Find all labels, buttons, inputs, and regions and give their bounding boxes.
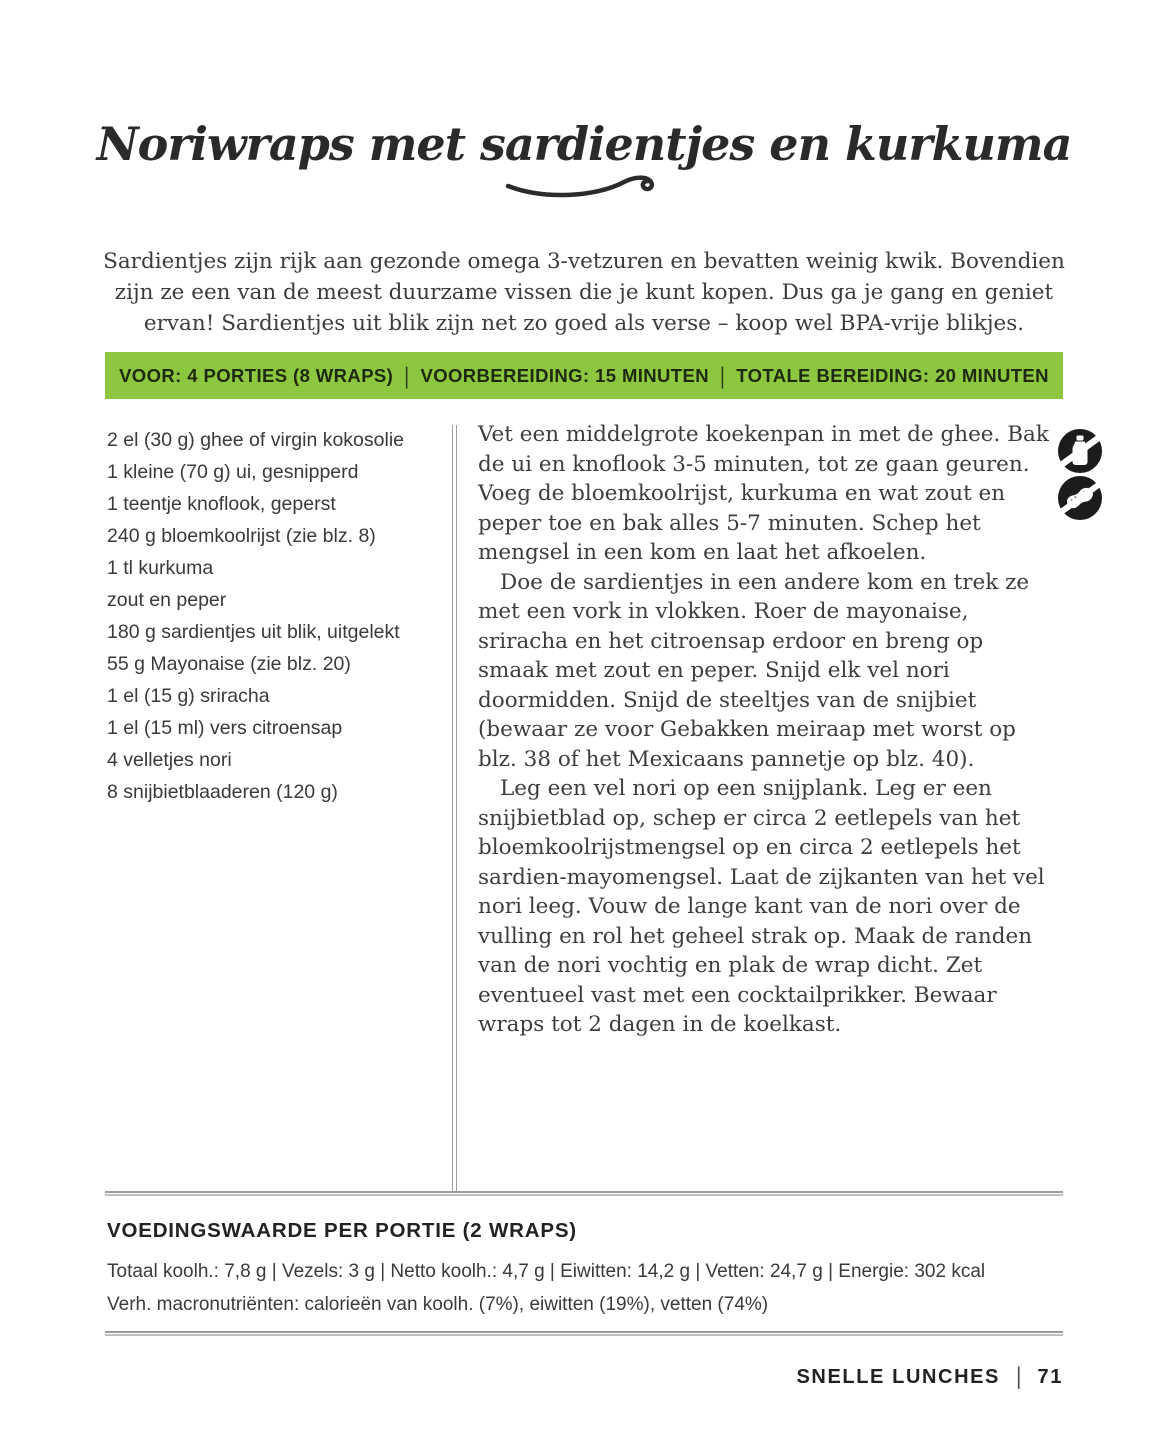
dairy-free-icon (1057, 428, 1103, 474)
banner-separator: | (404, 361, 410, 388)
ingredients-list (107, 424, 442, 808)
nutrition-values: Totaal koolh.: 7,8 g | Vezels: 3 g | Netto koolh.: 4,7 g | Eiwitten: 14,2 g | Vetten: 24,7 g | Energie: 302 kcal (107, 1261, 986, 1282)
ingredient-item: 55 g Mayonaise (zie blz. 20) (107, 653, 351, 675)
ingredient-item: 1 kleine (70 g) ui, gesnipperd (107, 461, 359, 483)
recipe-intro: Sardientjes zijn rijk aan gezonde omega 3-vetzuren en bevatten weinig kwik. Bovendien zijn ze een van de meest duurzame vissen die je kunt kopen. Dus ga je gang en geniet ervan! Sardientjes uit blik zijn net zo goed als verse – koop wel BPA-vrije blikjes. (103, 248, 1065, 336)
instruction-paragraph: Vet een middelgrote koekenpan in met de ghee. Bak de ui en knoflook 3-5 minuten, tot ze gaan geuren. Voeg de bloemkoolrijst, kurkuma en wat zout en peper toe en bak alles 5-7 minuten. Schep het mengsel in een kom en laat het afkoelen. (478, 422, 1049, 565)
recipe-info-banner (105, 352, 1063, 399)
chapter-name: SNELLE LUNCHES (796, 1366, 1000, 1388)
instruction-paragraph: Leg een vel nori op een snijplank. Leg er een snijbietblad op, schep er circa 2 eetlepels van het bloemkoolrijstmengsel op en circa 2 eetlepels het sardien-mayomengsel. Laat de zijkanten van het vel nori leeg. Vouw de lange kant van de nori over de vulling en rol het geheel strak op. Maak de randen van de nori vochtig en plak de wrap dicht. Zet eventueel vast met een cocktailprikker. Bewaar wraps tot 2 dagen in de koelkast. (478, 776, 1045, 1037)
ingredient-item: 180 g sardientjes uit blik, uitgelekt (107, 621, 400, 643)
nut-free-icon (1057, 475, 1103, 521)
ingredient-item: 1 el (15 ml) vers citroensap (107, 717, 343, 739)
ingredient-item: 8 snijbietblaaderen (120 g) (107, 781, 338, 803)
ingredient-item: 1 teentje knoflook, geperst (107, 493, 336, 515)
nutrition-divider (105, 1191, 1063, 1196)
ingredient-item: 2 el (30 g) ghee of virgin kokosolie (107, 429, 405, 451)
page-title: Noriwraps met sardientjes en kurkuma (96, 116, 1072, 171)
banner-separator: | (720, 361, 726, 388)
ingredient-item: 4 velletjes nori (107, 749, 232, 771)
nutrition-section (107, 1219, 1065, 1321)
servings-info: VOOR: 4 PORTIES (8 WRAPS) (119, 364, 394, 386)
instruction-paragraph: Doe de sardientjes in een andere kom en trek ze met een vork in vlokken. Roer de mayonaise, sriracha en het citroensap erdoor en breng op smaak met zout en peper. Snijd elk vel nori doormidden. Snijd de steeltjes van de snijbiet (bewaar ze voor Gebakken meiraap met worst op blz. 38 of het Mexicaans pannetje op blz. 40). (478, 569, 1030, 772)
nutrition-macros: Verh. macronutriënten: calorieën van koolh. (7%), eiwitten (19%), vetten (74%) (107, 1294, 769, 1315)
swash-flourish-icon (504, 170, 664, 205)
diet-icons (1057, 428, 1104, 522)
instructions-text (478, 420, 1058, 1040)
ingredient-item: zout en peper (107, 589, 227, 611)
ingredient-item: 240 g bloemkoolrijst (zie blz. 8) (107, 525, 376, 547)
prep-time-info: VOORBEREIDING: 15 MINUTEN (420, 364, 710, 386)
nutrition-heading: VOEDINGSWAARDE PER PORTIE (2 WRAPS) (107, 1219, 577, 1242)
page-footer (105, 1363, 1063, 1391)
total-time-info: TOTALE BEREIDING: 20 MINUTEN (736, 364, 1049, 386)
footer-divider (105, 1331, 1063, 1336)
column-divider (452, 425, 457, 1193)
ingredient-item: 1 tl kurkuma (107, 557, 214, 579)
ingredient-item: 1 el (15 g) sriracha (107, 685, 270, 707)
page-number: 71 (1037, 1366, 1063, 1388)
footer-separator: | (1016, 1363, 1022, 1391)
